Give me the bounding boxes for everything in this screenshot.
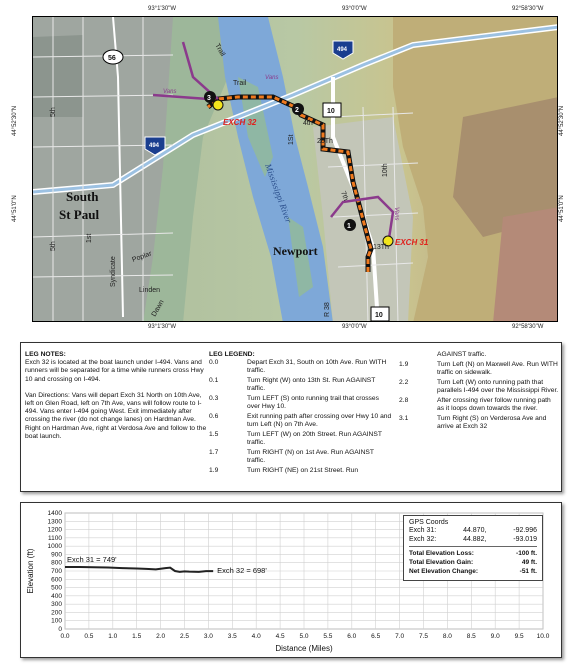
y-axis-label: Elevation (ft) — [26, 548, 35, 594]
legend-instruction: After crossing river follow running path as it loops down towards the river. — [437, 396, 551, 412]
i494-top-label: 494 — [337, 47, 348, 53]
coord-left-2: 44°51'0"N — [12, 195, 18, 222]
x-tick-label: 7.0 — [395, 633, 405, 640]
street-5th-a: 5th — [50, 107, 57, 117]
y-tick-label: 0 — [58, 626, 62, 633]
legend-col1-row — [209, 359, 393, 375]
hwy10-bot-label: 10 — [375, 312, 383, 319]
leg-notes-panel — [20, 342, 562, 492]
hwy10-mid-label: 10 — [327, 108, 335, 115]
gps-row-exch32 — [409, 535, 537, 544]
legend-mile: 3.1 — [399, 414, 409, 422]
street-20th: 20Th — [317, 138, 333, 145]
leg-notes-column — [25, 351, 209, 441]
coord-left-1: 44°52'30"N — [12, 105, 18, 136]
legend-col2-row — [399, 379, 559, 395]
street-trail-b: Trail — [233, 80, 247, 87]
label-mississippi: Mississippi River — [263, 162, 294, 225]
exch32-marker — [213, 100, 223, 110]
coord-bottom-1: 93°1'30"W — [148, 324, 177, 330]
exch31-label: EXCH 31 — [395, 238, 429, 247]
coord-right-2: 44°51'0"N — [559, 195, 565, 222]
legend-mile: 2.2 — [399, 378, 409, 386]
x-tick-label: 3.0 — [203, 633, 213, 640]
leg-legend-list-1 — [209, 359, 393, 475]
x-tick-label: 4.0 — [251, 633, 261, 640]
coord-top-3: 92°58'30"W — [512, 6, 544, 12]
gps-title: GPS Coords — [409, 519, 449, 526]
legend-col2-row — [399, 361, 559, 377]
legend-col1-row — [209, 413, 393, 429]
x-tick-label: 3.5 — [227, 633, 237, 640]
gps-coords-box — [403, 515, 543, 581]
leg-notes-para-1: Exch 32 is located at the boat launch under I-494. Vans and runners will be separated for a time while runners cross Hwy 10 and crossing on I-494. — [25, 359, 204, 383]
vans-label-north: Vans — [265, 75, 279, 81]
marker-3-label: 3 — [207, 95, 211, 102]
legend-instruction: Exit running path after crossing over Hwy 10 and turn Left (N) on 7th Ave. — [247, 413, 392, 429]
x-tick-label: 6.0 — [347, 633, 357, 640]
leg-legend-list-2 — [399, 361, 559, 431]
gps-exch32-lon: -93.019 — [513, 536, 537, 543]
street-r38: R 38 — [324, 302, 331, 317]
street-1st-b: 1St — [288, 134, 295, 145]
legend-instruction: Depart Exch 31, South on 10th Ave. Run WITH traffic. — [247, 359, 387, 375]
legend-col2-row — [399, 397, 559, 413]
street-10th: 10th — [382, 163, 389, 177]
leg-notes-heading: LEG NOTES: — [25, 351, 66, 358]
y-tick-label: 500 — [51, 584, 62, 592]
street-dawn: Dawn — [150, 298, 166, 318]
x-tick-label: 5.5 — [323, 633, 333, 640]
legend-instruction: Turn Left (N) on Maxwell Ave. Run WITH traffic on sidewalk. — [437, 360, 558, 376]
coord-bottom-2: 93°0'0"W — [342, 324, 367, 330]
street-7th: 7th — [339, 190, 350, 202]
y-tick-label: 1400 — [47, 510, 62, 517]
gps-exch31-label: Exch 31: — [409, 527, 437, 534]
legend-mile: 0.3 — [209, 395, 219, 403]
y-tick-label: 100 — [51, 617, 62, 625]
x-tick-label: 9.0 — [490, 633, 500, 640]
relief-high-2 — [493, 207, 558, 322]
gps-exch32-lat: 44.882, — [463, 536, 487, 543]
y-tick-label: 600 — [51, 576, 62, 584]
legend-mile: 2.8 — [399, 396, 409, 404]
x-tick-label: 0.5 — [84, 633, 94, 640]
x-tick-label: 8.0 — [442, 633, 452, 640]
coord-right-1: 44°52'30"N — [559, 105, 565, 136]
legend-instruction: Turn RIGHT (N) on 1st Ave. Run AGAINST traffic. — [247, 449, 374, 465]
gps-exch31-lat: 44.870, — [463, 527, 487, 534]
x-tick-label: 1.5 — [132, 633, 142, 640]
city-block — [33, 35, 83, 117]
x-tick-label: 7.5 — [418, 633, 429, 640]
map-svg — [33, 17, 558, 322]
legend-mile: 1.9 — [209, 467, 219, 475]
x-tick-label: 5.0 — [299, 633, 309, 640]
y-tick-label: 200 — [51, 609, 62, 617]
coord-bottom-3: 92°58'30"W — [512, 324, 544, 330]
street-poplar: Poplar — [131, 250, 153, 264]
y-tick-label: 1000 — [47, 543, 62, 551]
hwy56-label: 56 — [108, 55, 116, 62]
x-axis-label: Distance (Miles) — [275, 644, 333, 653]
x-tick-label: 9.5 — [514, 633, 524, 640]
legend-instruction: Turn Left (W) onto running path that parallels I-494 over the Mississippi River. — [437, 378, 559, 394]
y-tick-label: 1200 — [47, 526, 62, 534]
y-tick-label: 800 — [51, 559, 62, 567]
leg-notes-para-2: Van Directions: Vans will depart Exch 31 North on 10th Ave, left on Glen Road, left on 7th Ave, vans will follow route to I-494. Vans enter I-494 going West. Exit immediately after crossing the river (do not change lanes) on Hardman Ave. Right on Hardman Ave, right at Verdosa Ave and follow to the boat launch. — [25, 391, 207, 440]
vans-label-west: Vans — [163, 89, 177, 95]
gps-exch32-label: Exch 32: — [409, 536, 437, 543]
coord-top-2: 93°0'0"W — [342, 6, 367, 12]
marker-1-label: 1 — [347, 223, 351, 230]
i494-mid-label: 494 — [149, 143, 160, 149]
end-annotation: Exch 32 = 698' — [217, 566, 267, 576]
legend-mile: 1.7 — [209, 449, 219, 457]
start-annotation: Exch 31 = 749' — [67, 554, 117, 564]
legend-continue-text: AGAINST traffic. — [437, 351, 487, 358]
exch32-label: EXCH 32 — [223, 118, 257, 127]
coord-top-1: 93°1'30"W — [148, 6, 177, 12]
legend-mile: 1.9 — [399, 360, 409, 368]
street-1st: 1st — [86, 233, 93, 243]
legend-col1-row — [209, 431, 393, 447]
leg-legend-column-1 — [209, 351, 393, 477]
elev-loss-value: -100 ft. — [516, 550, 537, 557]
elev-net-row — [409, 567, 537, 576]
legend-instruction: Turn LEFT (S) onto running trail that crosses over Hwy 10. — [247, 395, 379, 411]
x-tick-label: 2.0 — [156, 633, 166, 640]
gps-exch31-lon: -92.996 — [513, 527, 537, 534]
legend-instruction: Turn Right (S) on Verderosa Ave and arrive at Exch 32 — [437, 414, 547, 430]
elev-net-value: -51 ft. — [519, 568, 537, 575]
y-tick-label: 400 — [51, 592, 62, 600]
label-south: South — [66, 189, 99, 204]
legend-row-continue — [399, 351, 559, 359]
y-tick-label: 1300 — [47, 518, 62, 526]
legend-col1-row — [209, 449, 393, 465]
legend-instruction: Turn Right (W) onto 13th St. Run AGAINST traffic. — [247, 377, 376, 393]
x-tick-label: 0.0 — [60, 633, 70, 640]
leg-legend-column-2 — [399, 351, 559, 433]
street-syndicate: Syndicate — [110, 256, 117, 287]
label-st-paul: St Paul — [59, 207, 100, 222]
elevation-profile-panel — [20, 502, 562, 658]
leg-sheet — [6, 4, 565, 658]
route-map — [32, 16, 558, 322]
elev-loss-label: Total Elevation Loss: — [409, 550, 474, 557]
x-tick-label: 10.0 — [536, 633, 550, 640]
street-linden: Linden — [139, 287, 161, 294]
street-4th: 4th — [303, 120, 313, 127]
x-tick-label: 1.0 — [108, 633, 118, 640]
gps-row-exch31 — [409, 526, 537, 535]
legend-col1-row — [209, 395, 393, 411]
y-tick-label: 700 — [51, 568, 62, 575]
legend-instruction: Turn LEFT (W) on 20th Street. Run AGAINST traffic. — [247, 431, 382, 447]
legend-col1-row — [209, 377, 393, 393]
x-tick-label: 4.5 — [275, 633, 285, 640]
y-tick-label: 300 — [51, 601, 62, 609]
legend-col1-row — [209, 467, 393, 475]
marker-2-label: 2 — [295, 107, 299, 114]
label-newport: Newport — [273, 244, 318, 258]
elev-net-label: Net Elevation Change: — [409, 568, 478, 575]
legend-mile: 1.5 — [209, 431, 219, 439]
x-tick-label: 2.5 — [179, 633, 190, 640]
elev-gain-row — [409, 558, 537, 567]
legend-mile: 0.0 — [209, 359, 219, 367]
elev-gain-value: 49 ft. — [521, 559, 537, 566]
vans-label-south: Vans — [393, 207, 399, 221]
elev-gain-label: Total Elevation Gain: — [409, 559, 474, 566]
gps-divider — [409, 546, 537, 547]
y-tick-label: 900 — [51, 551, 62, 559]
legend-col2-row — [399, 415, 559, 431]
street-5th-b: 5th — [50, 241, 57, 251]
street-13th: 13Th — [373, 244, 389, 251]
legend-instruction: Turn RIGHT (NE) on 21st Street. Run — [247, 467, 359, 475]
x-tick-label: 6.5 — [371, 633, 381, 640]
y-tick-label: 1100 — [48, 534, 62, 542]
leg-legend-heading: LEG LEGEND: — [209, 351, 255, 358]
street-trail-a: Trail — [213, 42, 227, 58]
elev-loss-row — [409, 549, 537, 558]
x-tick-label: 8.5 — [466, 633, 476, 640]
legend-mile: 0.6 — [209, 413, 219, 421]
legend-mile: 0.1 — [209, 377, 219, 385]
